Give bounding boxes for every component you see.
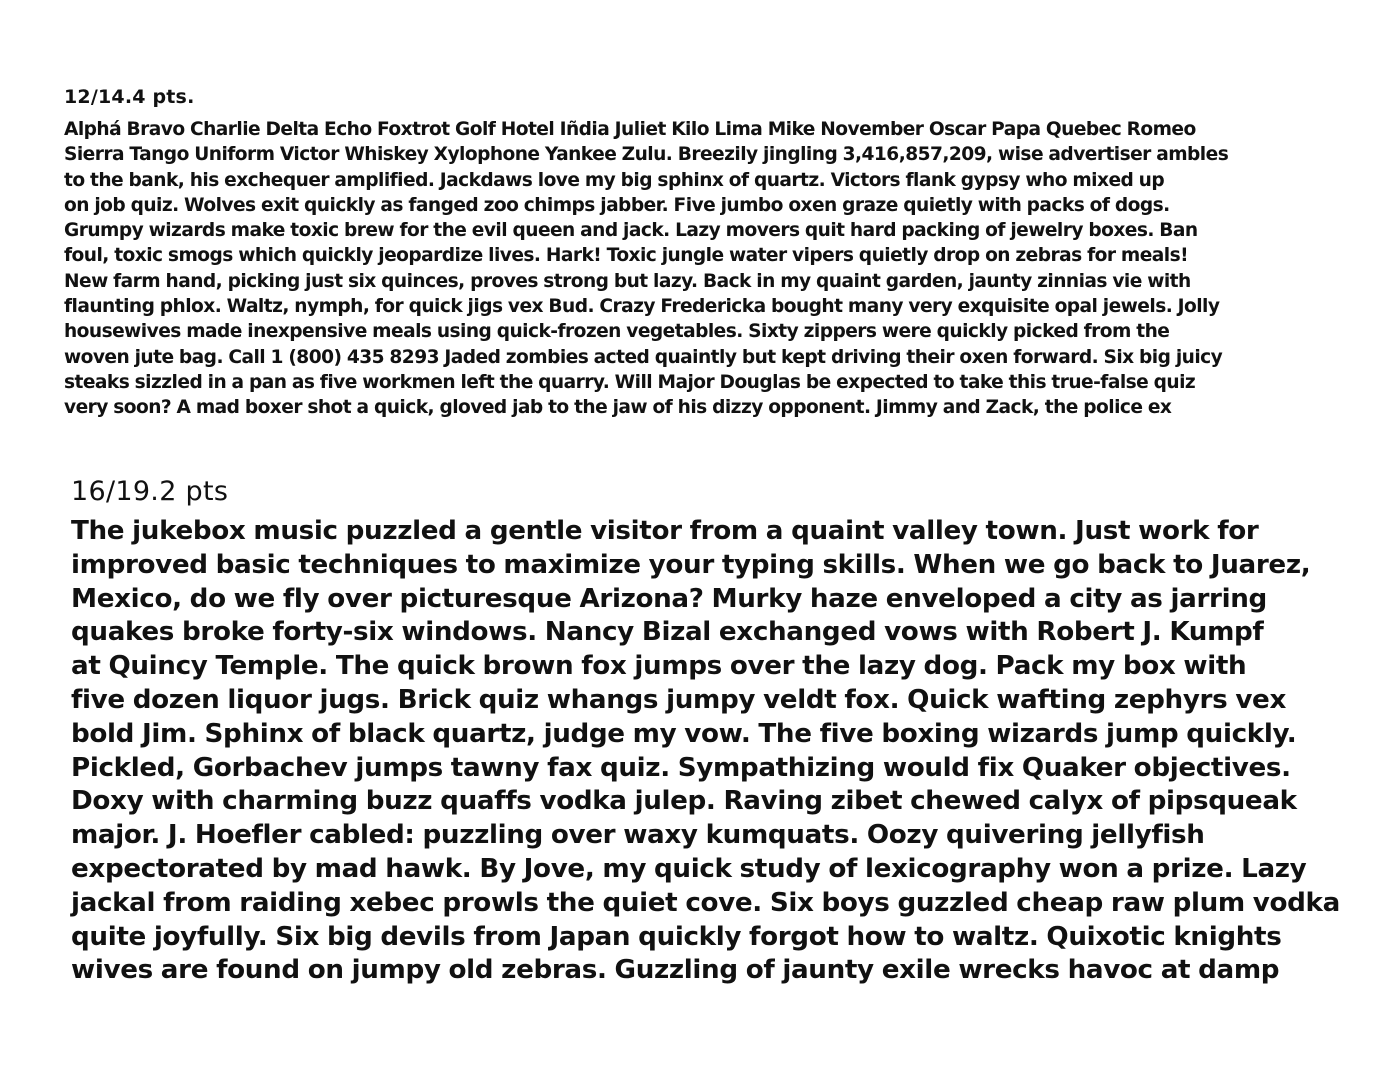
sample-text-12pt: Alphá Bravo Charlie Delta Echo Foxtrot Golf Hotel Iñdia Juliet Kilo Lima Mike November Oscar Papa Quebec Romeo Sierra Tango Uniform Victor Whiskey Xylophone Yankee Zulu. Breezily jingling 3,416,857,209, wise advertiser ambles to the bank, his exchequer amplified. Jackdaws love my big sphinx of quartz. Victors flank gypsy who mixed up on job quiz. Wolves exit quickly as fanged zoo chimps jabber. Five jumbo oxen graze quietly with packs of dogs. Grumpy wizards make toxic brew for the evil queen and jack. Lazy movers quit hard packing of jewelry boxes. Ban foul, toxic smogs which quickly jeopardize lives. Hark! Toxic jungle water vipers quietly drop on zebras for meals! New farm hand, picking just six quinces, proves strong but lazy. Back in my quaint garden, jaunty zinnias vie with flaunting phlox. Waltz, nymph, for quick jigs vex Bud. Crazy Fredericka bought many very exquisite opal jewels. Jolly housewives made inexpensive meals using quick-frozen vegetables. Sixty zippers were quickly picked from the woven jute bag. Call 1 (800) 435 8293 Jaded zombies acted quaintly but kept driving their oxen forward. Six big juicy steaks sizzled in a pan as five workmen left the quarry. Will Major Douglas be expected to take this true-false quiz very soon? A mad boxer shot a quick, gloved jab to the jaw of his dizzy opponent. Jimmy and Zack, the police ex — [64, 119, 1229, 419]
size-label-12pt: 12/14.4 pts. — [64, 86, 195, 108]
specimen-section-12pt — [64, 86, 1334, 421]
specimen-section-16pt — [71, 476, 1351, 988]
size-label-16pt: 16/19.2 pts — [71, 476, 229, 507]
sample-text-16pt: The jukebox music puzzled a gentle visitor from a quaint valley town. Just work for improved basic techniques to maximize your typing skills. When we go back to Juarez, Mexico, do we fly over picturesque Arizona? Murky haze enveloped a city as jarring quakes broke forty-six windows. Nancy Bizal exchanged vows with Robert J. Kumpf at Quincy Temple. The quick brown fox jumps over the lazy dog. Pack my box with five dozen liquor jugs. Brick quiz whangs jumpy veldt fox. Quick wafting zephyrs vex bold Jim. Sphinx of black quartz, judge my vow. The five boxing wizards jump quickly. Pickled, Gorbachev jumps tawny fax quiz. Sympathizing would fix Quaker objectives. Doxy with charming buzz quaffs vodka julep. Raving zibet chewed calyx of pipsqueak major. J. Hoefler cabled: puzzling over waxy kumquats. Oozy quivering jellyfish expectorated by mad hawk. By Jove, my quick study of lexicography won a prize. Lazy jackal from raiding xebec prowls the quiet cove. Six boys guzzled cheap raw plum vodka quite joyfully. Six big devils from Japan quickly forgot how to waltz. Quixotic knights wives are found on jumpy old zebras. Guzzling of jaunty exile wrecks havoc at damp — [71, 516, 1340, 986]
